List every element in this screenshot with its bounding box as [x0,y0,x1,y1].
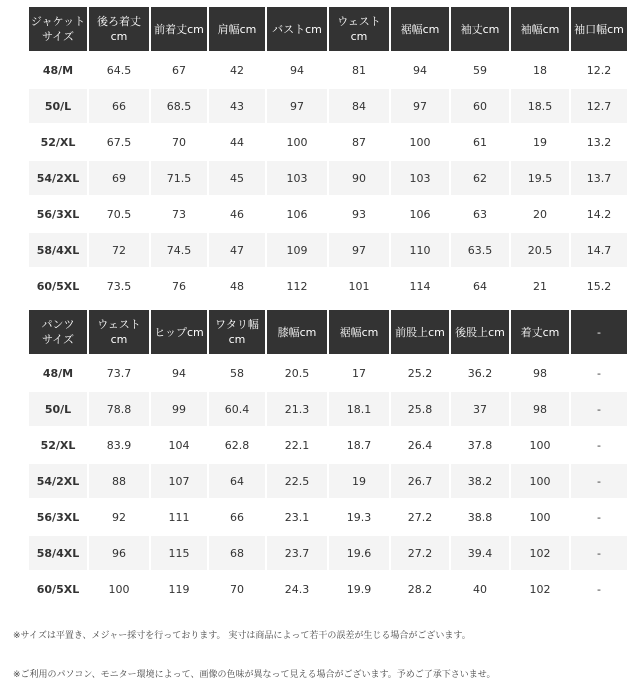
jacket-row [29,269,627,303]
pants-value-cell: 23.7 [267,536,327,570]
jacket-value-cell: 70 [151,125,207,159]
pants-value-cell: - [571,464,627,498]
jacket-value-cell: 13.7 [571,161,627,195]
pants-value-cell: 27.2 [391,500,449,534]
pants-value-cell: 68 [209,536,265,570]
jacket-value-cell: 73 [151,197,207,231]
pants-value-cell: 60.4 [209,392,265,426]
pants-value-cell: 18.7 [329,428,389,462]
pants-value-cell: 104 [151,428,207,462]
jacket-value-cell: 62 [451,161,509,195]
jacket-value-cell: 106 [391,197,449,231]
jacket-row [29,125,627,159]
jacket-value-cell: 72 [89,233,149,267]
pants-header-cell: ヒップcm [151,310,207,354]
pants-row [29,428,627,462]
jacket-value-cell: 81 [329,53,389,87]
jacket-value-cell: 74.5 [151,233,207,267]
jacket-value-cell: 66 [89,89,149,123]
pants-value-cell: 62.8 [209,428,265,462]
pants-value-cell: 22.5 [267,464,327,498]
jacket-header-cell: ウェストcm [329,7,389,51]
jacket-header-cell: 前着丈cm [151,7,207,51]
pants-value-cell: 22.1 [267,428,327,462]
jacket-size-label: 58/4XL [29,233,87,267]
jacket-value-cell: 112 [267,269,327,303]
pants-value-cell: 18.1 [329,392,389,426]
jacket-value-cell: 67 [151,53,207,87]
jacket-value-cell: 18.5 [511,89,569,123]
jacket-value-cell: 94 [391,53,449,87]
jacket-row [29,197,627,231]
pants-value-cell: 99 [151,392,207,426]
jacket-header-cell: 袖口幅cm [571,7,627,51]
jacket-value-cell: 93 [329,197,389,231]
jacket-value-cell: 63 [451,197,509,231]
jacket-value-cell: 100 [267,125,327,159]
pants-value-cell: 70 [209,572,265,606]
jacket-size-label: 54/2XL [29,161,87,195]
pants-value-cell: 20.5 [267,356,327,390]
jacket-header-cell: バストcm [267,7,327,51]
pants-header-row [29,310,627,354]
pants-value-cell: 17 [329,356,389,390]
jacket-value-cell: 73.5 [89,269,149,303]
jacket-value-cell: 64 [451,269,509,303]
jacket-value-cell: 100 [391,125,449,159]
jacket-row [29,53,627,87]
pants-header-cell: 膝幅cm [267,310,327,354]
jacket-value-cell: 13.2 [571,125,627,159]
jacket-value-cell: 84 [329,89,389,123]
jacket-value-cell: 103 [391,161,449,195]
jacket-value-cell: 90 [329,161,389,195]
jacket-size-table [27,5,629,305]
pants-value-cell: 25.8 [391,392,449,426]
jacket-row [29,89,627,123]
pants-value-cell: 94 [151,356,207,390]
pants-header-cell: パンツ サイズ [29,310,87,354]
jacket-table-body [29,7,627,303]
pants-value-cell: 37 [451,392,509,426]
jacket-value-cell: 110 [391,233,449,267]
pants-size-label: 52/XL [29,428,87,462]
jacket-size-label: 52/XL [29,125,87,159]
pants-value-cell: 23.1 [267,500,327,534]
pants-header-cell: - [571,310,627,354]
pants-value-cell: 26.4 [391,428,449,462]
pants-value-cell: 27.2 [391,536,449,570]
pants-row [29,392,627,426]
pants-value-cell: 37.8 [451,428,509,462]
jacket-header-cell: 後ろ着丈cm [89,7,149,51]
jacket-value-cell: 19 [511,125,569,159]
pants-size-label: 58/4XL [29,536,87,570]
jacket-value-cell: 63.5 [451,233,509,267]
jacket-header-cell: 肩幅cm [209,7,265,51]
jacket-size-label: 56/3XL [29,197,87,231]
pants-value-cell: - [571,572,627,606]
jacket-value-cell: 68.5 [151,89,207,123]
pants-size-label: 50/L [29,392,87,426]
pants-value-cell: 24.3 [267,572,327,606]
color-note: ※ご利用のパソコン、モニター環境によって、画像の色味が異なって見える場合がございます。予めご了承下さいませ。 [13,670,496,680]
jacket-value-cell: 71.5 [151,161,207,195]
pants-value-cell: 26.7 [391,464,449,498]
measurement-note: ※サイズは平置き、メジャー採寸を行っております。 実寸は商品によって若干の誤差が生じる場合がございます。 [13,631,471,641]
pants-value-cell: 100 [511,464,569,498]
pants-value-cell: 36.2 [451,356,509,390]
pants-value-cell: 98 [511,356,569,390]
jacket-value-cell: 97 [329,233,389,267]
pants-value-cell: 100 [511,500,569,534]
pants-value-cell: - [571,500,627,534]
jacket-value-cell: 103 [267,161,327,195]
pants-value-cell: 73.7 [89,356,149,390]
jacket-value-cell: 42 [209,53,265,87]
pants-value-cell: 25.2 [391,356,449,390]
jacket-value-cell: 60 [451,89,509,123]
jacket-value-cell: 97 [267,89,327,123]
jacket-value-cell: 47 [209,233,265,267]
pants-value-cell: - [571,428,627,462]
pants-header-cell: 前股上cm [391,310,449,354]
jacket-header-cell: 裾幅cm [391,7,449,51]
pants-value-cell: 83.9 [89,428,149,462]
jacket-value-cell: 76 [151,269,207,303]
jacket-header-cell: 袖丈cm [451,7,509,51]
jacket-value-cell: 64.5 [89,53,149,87]
pants-value-cell: 88 [89,464,149,498]
jacket-size-label: 50/L [29,89,87,123]
jacket-value-cell: 45 [209,161,265,195]
pants-table-body [29,310,627,606]
jacket-value-cell: 20 [511,197,569,231]
jacket-value-cell: 20.5 [511,233,569,267]
pants-header-cell: ウェストcm [89,310,149,354]
pants-value-cell: 102 [511,572,569,606]
pants-row [29,500,627,534]
pants-value-cell: 19.6 [329,536,389,570]
jacket-value-cell: 94 [267,53,327,87]
jacket-value-cell: 14.7 [571,233,627,267]
jacket-value-cell: 61 [451,125,509,159]
jacket-header-cell: 袖幅cm [511,7,569,51]
pants-size-table [27,308,629,608]
pants-value-cell: 115 [151,536,207,570]
pants-value-cell: 107 [151,464,207,498]
pants-value-cell: 21.3 [267,392,327,426]
jacket-value-cell: 46 [209,197,265,231]
pants-value-cell: 111 [151,500,207,534]
pants-size-label: 60/5XL [29,572,87,606]
pants-row [29,356,627,390]
jacket-header-row [29,7,627,51]
pants-value-cell: 78.8 [89,392,149,426]
pants-value-cell: 96 [89,536,149,570]
jacket-value-cell: 114 [391,269,449,303]
pants-header-cell: 着丈cm [511,310,569,354]
pants-value-cell: 28.2 [391,572,449,606]
jacket-value-cell: 69 [89,161,149,195]
jacket-value-cell: 101 [329,269,389,303]
jacket-value-cell: 48 [209,269,265,303]
pants-value-cell: 98 [511,392,569,426]
jacket-value-cell: 109 [267,233,327,267]
pants-value-cell: - [571,536,627,570]
jacket-value-cell: 15.2 [571,269,627,303]
pants-value-cell: 19.9 [329,572,389,606]
jacket-row [29,161,627,195]
pants-value-cell: 40 [451,572,509,606]
pants-value-cell: 58 [209,356,265,390]
jacket-value-cell: 12.2 [571,53,627,87]
pants-header-cell: ワタリ幅cm [209,310,265,354]
pants-value-cell: 100 [89,572,149,606]
jacket-value-cell: 14.2 [571,197,627,231]
pants-value-cell: - [571,392,627,426]
jacket-value-cell: 106 [267,197,327,231]
pants-size-label: 56/3XL [29,500,87,534]
jacket-header-cell: ジャケット サイズ [29,7,87,51]
jacket-value-cell: 19.5 [511,161,569,195]
jacket-value-cell: 18 [511,53,569,87]
pants-value-cell: - [571,356,627,390]
jacket-size-label: 48/M [29,53,87,87]
pants-value-cell: 119 [151,572,207,606]
pants-value-cell: 38.2 [451,464,509,498]
jacket-value-cell: 70.5 [89,197,149,231]
pants-row [29,572,627,606]
jacket-row [29,233,627,267]
pants-header-cell: 後股上cm [451,310,509,354]
jacket-size-label: 60/5XL [29,269,87,303]
pants-value-cell: 64 [209,464,265,498]
pants-value-cell: 92 [89,500,149,534]
jacket-value-cell: 59 [451,53,509,87]
jacket-value-cell: 21 [511,269,569,303]
pants-row [29,464,627,498]
pants-size-label: 54/2XL [29,464,87,498]
jacket-value-cell: 87 [329,125,389,159]
jacket-value-cell: 97 [391,89,449,123]
pants-value-cell: 102 [511,536,569,570]
pants-value-cell: 66 [209,500,265,534]
pants-value-cell: 19.3 [329,500,389,534]
pants-header-cell: 裾幅cm [329,310,389,354]
pants-value-cell: 19 [329,464,389,498]
pants-value-cell: 100 [511,428,569,462]
pants-row [29,536,627,570]
pants-value-cell: 38.8 [451,500,509,534]
jacket-value-cell: 12.7 [571,89,627,123]
pants-size-label: 48/M [29,356,87,390]
jacket-value-cell: 67.5 [89,125,149,159]
jacket-value-cell: 44 [209,125,265,159]
jacket-value-cell: 43 [209,89,265,123]
pants-value-cell: 39.4 [451,536,509,570]
